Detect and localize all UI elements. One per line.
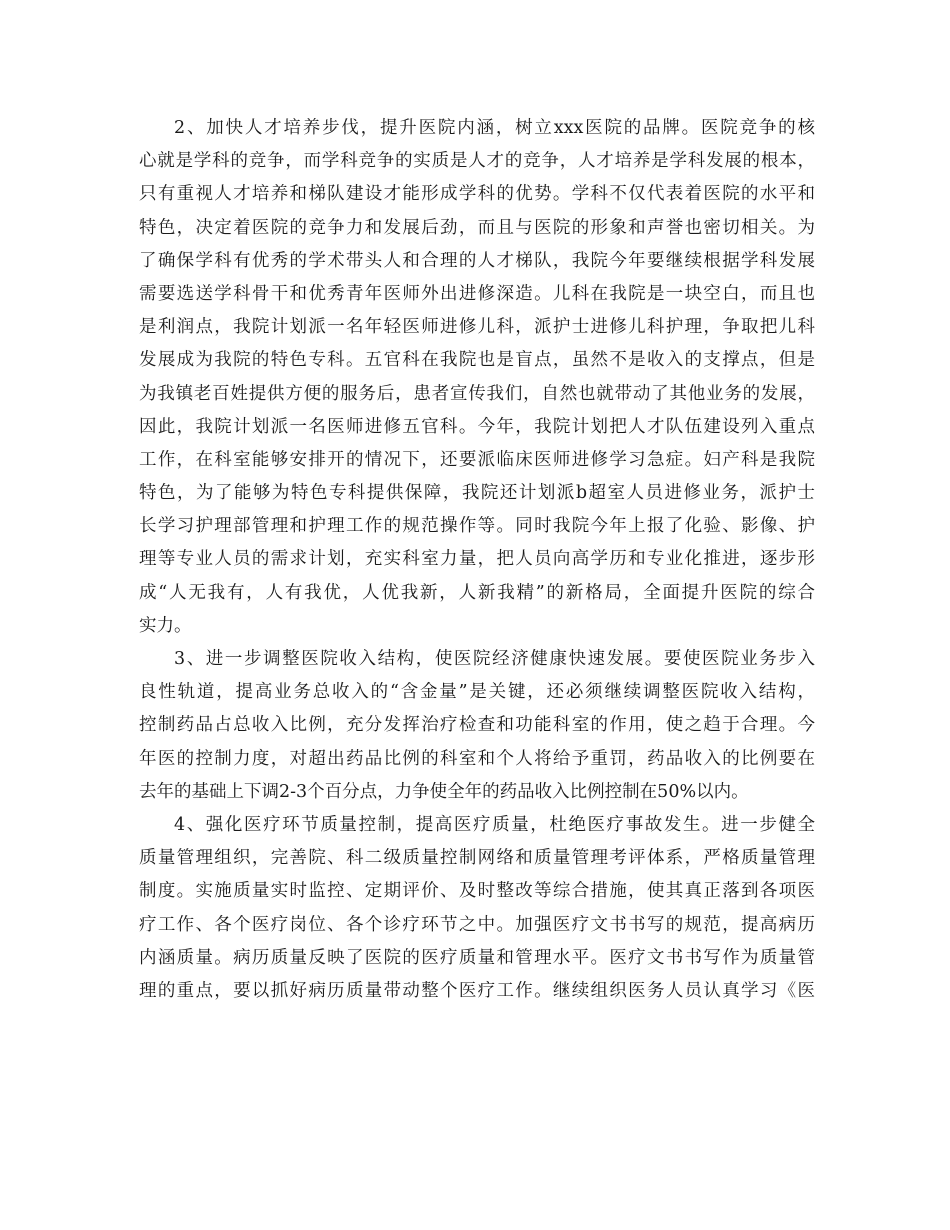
text-line: 质量管理组织，完善院、科二级质量控制网络和质量管理考评体系，严格质量管理 xyxy=(139,848,815,869)
paragraph-3 xyxy=(139,643,815,809)
text-line: 良性轨道，提高业务总收入的“含金量”是关键，还必须继续调整医院收入结构， xyxy=(139,682,815,703)
text-line: 2、加快人才培养步伐，提升医院内涵，树立xxx医院的品牌。医院竞争的核 xyxy=(174,118,815,138)
text-line: 内涵质量。病历质量反映了医院的医疗质量和管理水平。医疗文书书写作为质量管 xyxy=(139,947,815,968)
text-line: 成“人无我有，人有我优，人优我新，人新我精”的新格局，全面提升医院的综合 xyxy=(139,582,815,603)
text-line-last: 去年的基础上下调2-3个百分点，力争使全年的药品收入比例控制在50%以内。 xyxy=(139,781,749,802)
text-line: 3、进一步调整医院收入结构，使医院经济健康快速发展。要使医院业务步入 xyxy=(174,649,815,669)
text-line: 为我镇老百姓提供方便的服务后，患者宣传我们，自然也就带动了其他业务的发展， xyxy=(139,383,815,404)
text-line: 特色，为了能够为特色专科提供保障，我院还计划派b超室人员进修业务，派护士 xyxy=(139,483,815,504)
text-line: 制度。实施质量实时监控、定期评价、及时整改等综合措施，使其真正落到各项医 xyxy=(139,881,815,902)
text-line: 心就是学科的竞争，而学科竞争的实质是人才的竞争，人才培养是学科发展的根本， xyxy=(139,151,815,172)
text-line: 长学习护理部管理和护理工作的规范操作等。同时我院今年上报了化验、影像、护 xyxy=(139,516,815,537)
text-line: 需要选送学科骨干和优秀青年医师外出进修深造。儿科在我院是一块空白，而且也 xyxy=(139,283,815,304)
text-line: 控制药品占总收入比例，充分发挥治疗检查和功能科室的作用，使之趋于合理。今 xyxy=(139,715,815,736)
text-line: 4、强化医疗环节质量控制，提高医疗质量，杜绝医疗事故发生。进一步健全 xyxy=(174,814,815,835)
text-line: 疗工作、各个医疗岗位、各个诊疗环节之中。加强医疗文书书写的规范，提高病历 xyxy=(139,914,815,935)
text-line: 了确保学科有优秀的学术带头人和合理的人才梯队，我院今年要继续根据学科发展 xyxy=(139,250,815,271)
text-line: 只有重视人才培养和梯队建设才能形成学科的优势。学科不仅代表着医院的水平和 xyxy=(139,184,815,205)
text-line: 理的重点，要以抓好病历质量带动整个医疗工作。继续组织医务人员认真学习《医 xyxy=(139,980,815,1001)
text-line-last: 实力。 xyxy=(139,615,192,636)
text-line: 工作，在科室能够安排开的情况下，还要派临床医师进修学习急症。妇产科是我院 xyxy=(139,449,815,470)
text-line: 发展成为我院的特色专科。五官科在我院也是盲点，虽然不是收入的支撑点，但是 xyxy=(139,350,815,371)
paragraph-4 xyxy=(139,809,815,1008)
document-body xyxy=(139,112,815,1008)
text-line: 因此，我院计划派一名医师进修五官科。今年，我院计划把人才队伍建设列入重点 xyxy=(139,416,815,437)
text-line: 理等专业人员的需求计划，充实科室力量，把人员向高学历和专业化推进，逐步形 xyxy=(139,549,815,570)
text-line: 是利润点，我院计划派一名年轻医师进修儿科，派护士进修儿科护理，争取把儿科 xyxy=(139,317,815,338)
text-line: 年医的控制力度，对超出药品比例的科室和个人将给予重罚，药品收入的比例要在 xyxy=(139,748,815,769)
text-line: 特色，决定着医院的竞争力和发展后劲，而且与医院的形象和声誉也密切相关。为 xyxy=(139,217,815,238)
paragraph-2 xyxy=(139,112,815,643)
